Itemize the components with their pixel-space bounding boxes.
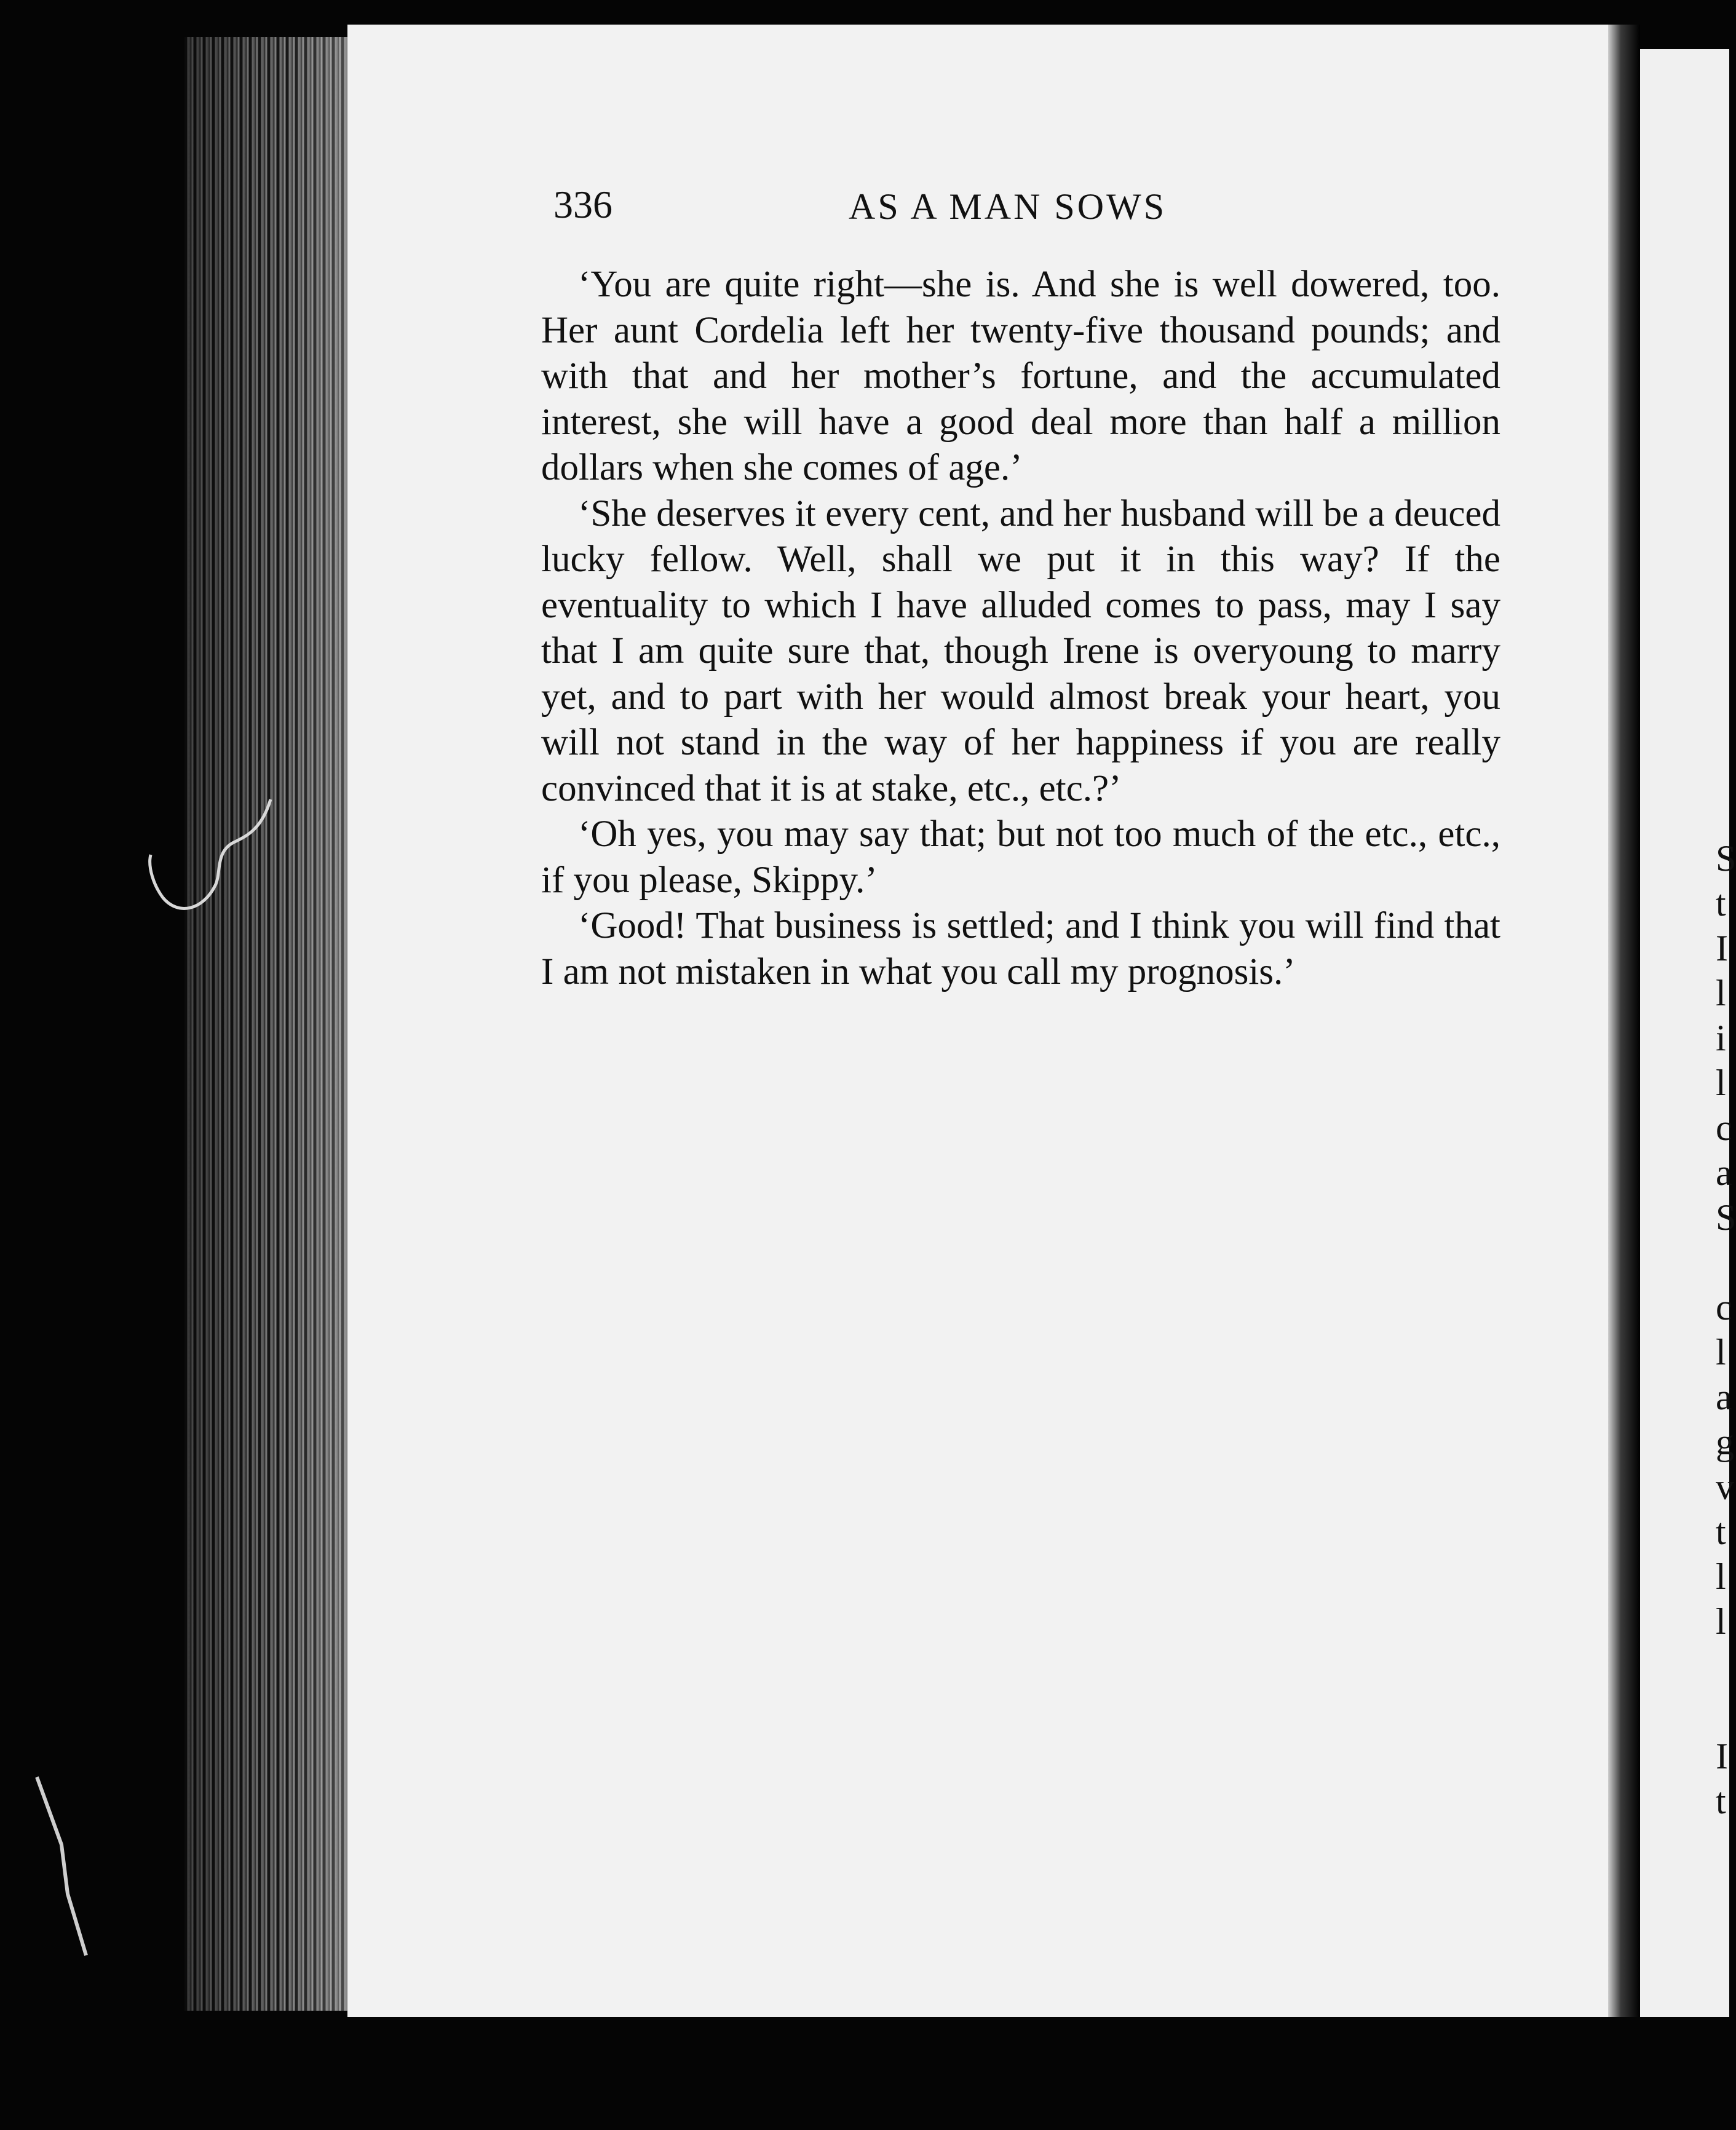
facing-page-line-starts [1716,836,1734,1824]
facing-line: v [1716,1467,1734,1507]
paragraph: ‘Oh yes, you may say that; but not too much of the etc., etc., if you please, Skippy.’ [541,814,1500,901]
facing-line [1716,1644,1734,1689]
facing-line: I [1716,928,1728,968]
facing-line: c [1716,1107,1732,1148]
body-text [541,262,1500,995]
facing-line: S [1716,1197,1736,1238]
book-gutter [1608,25,1640,2017]
facing-line: g [1716,1422,1734,1462]
facing-line: t [1716,883,1726,924]
facing-line: l [1716,1063,1726,1103]
paragraph: ‘She deserves it every cent, and her husband will be a deuced lucky fellow. Well, shall we put it in this way? If the eventuality to which I have alluded comes to pass, may I say that I am quite sure that, though Irene is overyoung to marry yet, and to part with her would almost break your heart, you will not stand in the way of her happiness if you are really convinced that it is at stake, etc., etc.?’ [541,493,1500,809]
facing-line [1716,1689,1734,1734]
facing-line: l [1716,973,1726,1013]
facing-line: a [1716,1377,1732,1417]
margin-scribble [129,793,289,953]
facing-line [1716,1240,1734,1285]
page-edges [184,37,351,2011]
facing-line: l [1716,1601,1726,1642]
facing-line: t [1716,1781,1726,1821]
margin-scratch [25,1771,98,1968]
facing-line: l [1716,1332,1726,1372]
paragraph: ‘Good! That business is settled; and I think you will find that I am not mistaken in what you call my prognosis.’ [541,905,1500,992]
facing-line: c [1716,1287,1732,1328]
facing-line: l [1716,1556,1726,1597]
facing-line: i [1716,1018,1726,1058]
running-head: AS A MAN SOWS [849,186,1167,227]
page-number: 336 [553,183,612,226]
paragraph: ‘You are quite right—she is. And she is well dowered, too. Her aunt Cordelia left her twenty-five thousand pounds; and with that and her mother’s fortune, and the accumulated interest, she will have a good deal more than half a million dollars when she comes of age.’ [541,264,1500,488]
facing-line: a [1716,1152,1732,1193]
facing-line: I [1716,1736,1728,1776]
facing-line: S [1716,838,1736,879]
facing-line: t [1716,1511,1726,1552]
